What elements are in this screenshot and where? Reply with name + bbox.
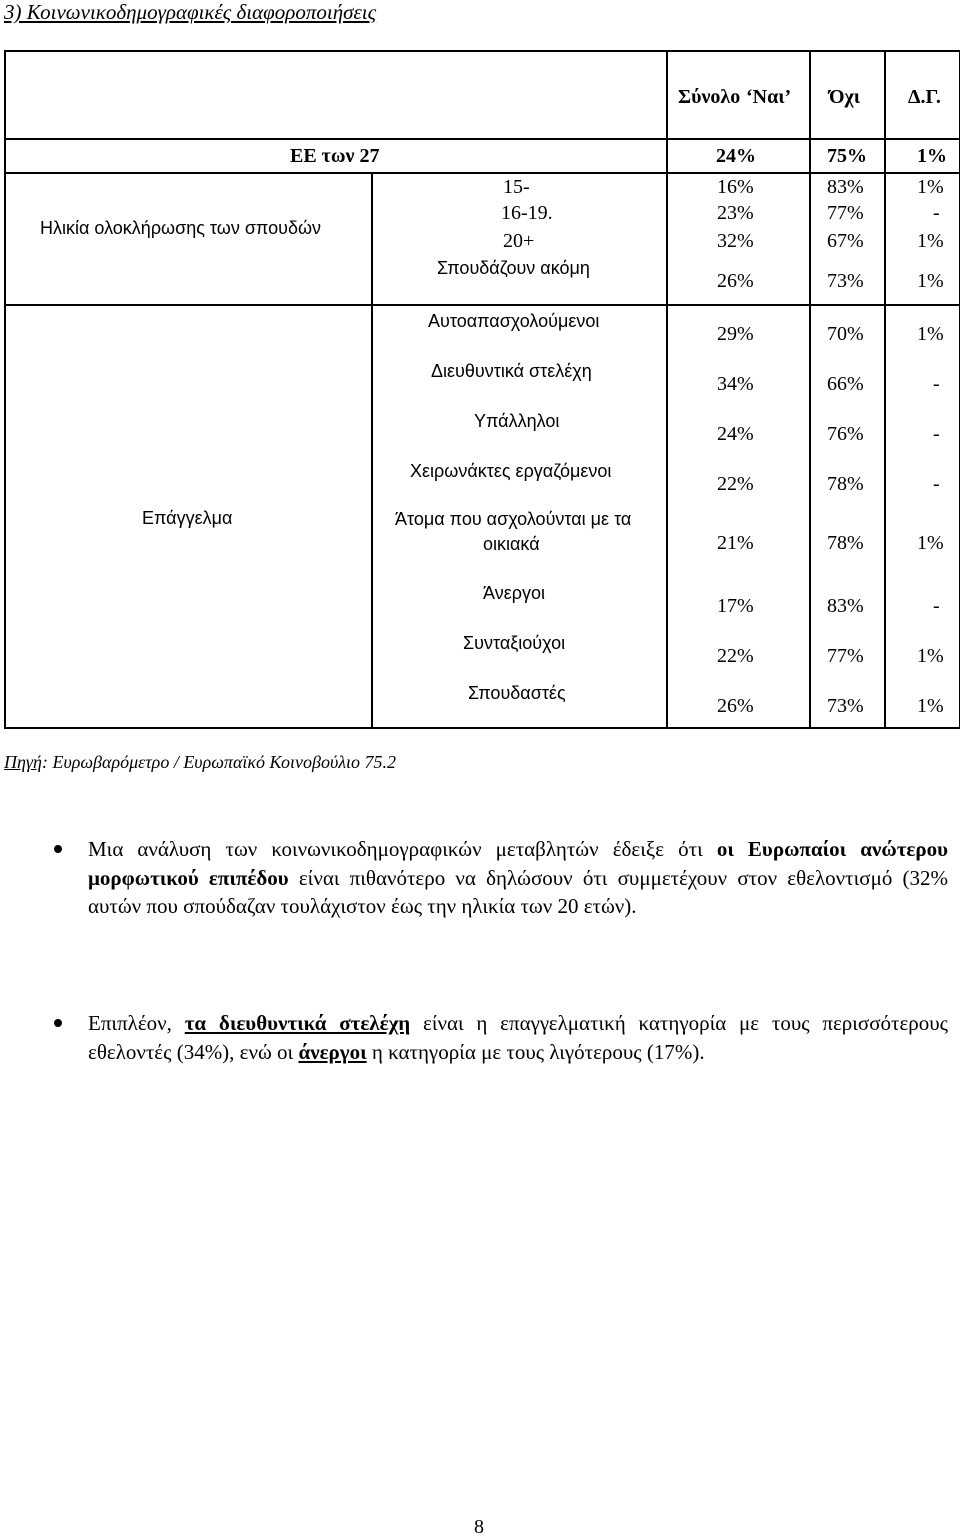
education-row-label: 15- — [503, 176, 530, 198]
bullet-icon — [54, 845, 62, 853]
occupation-yes-value: 34% — [717, 373, 754, 395]
volunteering-table — [4, 50, 960, 729]
occupation-dk-value: 1% — [917, 695, 944, 717]
occupation-dk-value: 1% — [917, 645, 944, 667]
bullet-text: η κατηγορία με τους λιγότερους (17%). — [366, 1039, 705, 1064]
education-row-label: 20+ — [503, 230, 535, 252]
education-yes-value: 23% — [717, 202, 754, 224]
occupation-no-value: 78% — [827, 473, 864, 495]
source-text: : Ευρωβαρόμετρο / Ευρωπαϊκό Κοινοβούλιο 75.2 — [41, 752, 397, 772]
education-yes-value: 26% — [717, 270, 754, 292]
bullet-paragraph-1 — [88, 835, 948, 921]
occupation-row-label: Υπάλληλοι — [474, 411, 560, 431]
source-label: Πηγή — [4, 752, 42, 772]
occupation-group-label: Επάγγελμα — [142, 508, 233, 528]
occupation-no-value: 78% — [827, 532, 864, 554]
occupation-dk-cell — [885, 305, 960, 728]
eu27-no: 75% — [827, 145, 867, 167]
bullet-text: Επιπλέον, — [88, 1011, 185, 1035]
occupation-row-label: Συνταξιούχοι — [463, 633, 566, 653]
education-group-row — [5, 173, 960, 305]
header-dk-cell — [885, 51, 960, 139]
education-dk-value: 1% — [917, 230, 944, 252]
occupation-dk-value: 1% — [917, 532, 944, 554]
eu27-yes-cell — [667, 139, 810, 173]
occupation-no-value: 83% — [827, 595, 864, 617]
occupation-no-value: 70% — [827, 323, 864, 345]
occupation-yes-value: 26% — [717, 695, 754, 717]
education-yes-value: 16% — [717, 176, 754, 198]
education-no-value: 67% — [827, 230, 864, 252]
education-no-cell — [810, 173, 885, 305]
eu27-dk: 1% — [917, 145, 947, 167]
occupation-row-label: Άτομα που ασχολούνται με τα — [395, 509, 632, 529]
occupation-row-label: Άνεργοι — [483, 583, 545, 603]
education-no-value: 73% — [827, 270, 864, 292]
bullet-icon — [54, 1019, 62, 1027]
occupation-row-label: Διευθυντικά στελέχη — [431, 361, 592, 381]
occupation-row-label: Αυτοαπασχολούμενοι — [428, 311, 600, 331]
bullet-text: Μια ανάλυση των κοινωνικοδημογραφικών μεταβλητών έδειξε ότι — [88, 837, 717, 861]
education-dk-cell — [885, 173, 960, 305]
occupation-yes-value: 24% — [717, 423, 754, 445]
education-no-value: 77% — [827, 202, 864, 224]
section-heading: 3) Κοινωνικοδημογραφικές διαφοροποιήσεις — [4, 0, 377, 24]
education-labels-cell — [372, 173, 667, 305]
eu27-label-cell — [5, 139, 667, 173]
eu27-yes: 24% — [716, 145, 756, 167]
header-blank-cell — [5, 51, 667, 139]
bullet-text: είναι πιθανότερο να δηλώσουν ότι συμμετέχουν στον εθελοντισμό (32% αυτών που σπούδαζαν τουλάχιστον έως την ηλικία των 20 ετών). — [88, 865, 948, 918]
education-yes-value: 32% — [717, 230, 754, 252]
occupation-no-value: 66% — [827, 373, 864, 395]
occupation-dk-value: - — [933, 373, 940, 395]
header-dk: Δ.Γ. — [908, 86, 941, 108]
occupation-labels-cell — [372, 305, 667, 728]
bullet-text: είναι η επαγγελματική κατηγορία με τους περισσότερους εθελοντές (34%), ενώ οι — [88, 1011, 948, 1064]
education-group-label: Ηλικία ολοκλήρωσης των σπουδών — [40, 218, 322, 238]
occupation-no-value: 73% — [827, 695, 864, 717]
eu27-no-cell — [810, 139, 885, 173]
occupation-row-label: Σπουδαστές — [468, 683, 566, 703]
occupation-yes-value: 17% — [717, 595, 754, 617]
bullet-emphasis: οι Ευρωπαίοι ανώτερου μορφωτικού επιπέδου — [88, 837, 948, 890]
occupation-yes-value: 22% — [717, 473, 754, 495]
occupation-group-row — [5, 305, 960, 728]
header-no: Όχι — [829, 86, 860, 108]
bullet-emphasis: άνεργοι — [298, 1039, 367, 1064]
header-yes-cell — [667, 51, 810, 139]
eu27-row — [5, 139, 960, 173]
occupation-row-label: Χειρωνάκτες εργαζόμενοι — [410, 461, 612, 481]
education-no-value: 83% — [827, 176, 864, 198]
occupation-yes-value: 29% — [717, 323, 754, 345]
occupation-row-label-line2: οικιακά — [483, 534, 540, 554]
occupation-dk-value: - — [933, 473, 940, 495]
bullet-emphasis: τα διευθυντικά στελέχη — [184, 1011, 411, 1035]
occupation-no-value: 76% — [827, 423, 864, 445]
occupation-no-value: 77% — [827, 645, 864, 667]
education-dk-value: 1% — [917, 270, 944, 292]
header-yes: ‘Ναι’ — [746, 86, 792, 108]
header-row — [5, 51, 960, 139]
page-number: 8 — [474, 1516, 484, 1538]
education-row-label: Σπουδάζουν ακόμη — [437, 258, 590, 278]
header-no-cell — [810, 51, 885, 139]
occupation-dk-value: - — [933, 423, 940, 445]
occupation-yes-value: 22% — [717, 645, 754, 667]
occupation-dk-value: - — [933, 595, 940, 617]
occupation-dk-value: 1% — [917, 323, 944, 345]
occupation-yes-value: 21% — [717, 532, 754, 554]
header-total: Σύνολο — [678, 86, 741, 108]
bullet-paragraph-2 — [88, 1009, 948, 1066]
occupation-group-cell — [5, 305, 372, 728]
education-yes-cell — [667, 173, 810, 305]
education-dk-value: - — [933, 202, 940, 224]
education-row-label: 16-19. — [501, 202, 553, 224]
source-note — [4, 752, 396, 773]
eu27-dk-cell — [885, 139, 960, 173]
education-dk-value: 1% — [917, 176, 944, 198]
eu27-label: ΕΕ των 27 — [290, 145, 380, 167]
occupation-no-cell — [810, 305, 885, 728]
education-group-cell — [5, 173, 372, 305]
occupation-yes-cell — [667, 305, 810, 728]
